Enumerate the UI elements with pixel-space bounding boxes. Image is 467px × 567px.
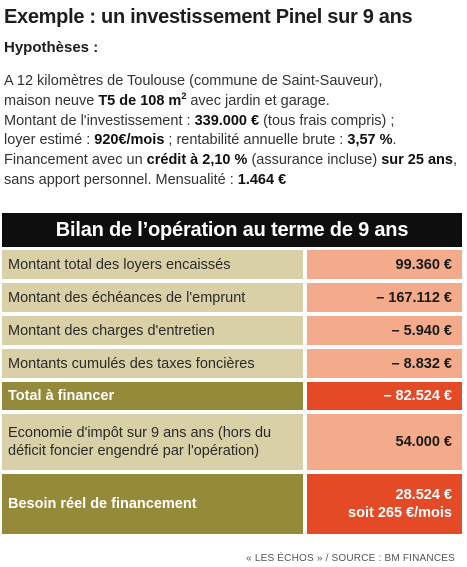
- intro-bold: crédit à 2,10 %: [146, 152, 248, 169]
- source-credit: « LES ÉCHOS » / SOURCE : BM FINANCES: [246, 553, 455, 564]
- row-label: Total à financer: [2, 382, 303, 410]
- intro-text: ; rentabilité annuelle brute :: [164, 132, 348, 149]
- table-row: [2, 250, 462, 279]
- table-row: [2, 414, 462, 470]
- table-row-total: [2, 382, 462, 410]
- table-row: [2, 316, 462, 345]
- row-label: Montant des charges d'entretien: [2, 316, 303, 345]
- intro-text: Financement avec un: [4, 152, 147, 169]
- row-label: Besoin réel de financement: [2, 474, 303, 534]
- intro-text: loyer estimé :: [4, 132, 95, 149]
- hypotheses-text: [4, 72, 464, 191]
- row-label: Montant des échéances de l'emprunt: [2, 283, 303, 312]
- row-value: – 82.524 €: [307, 382, 462, 410]
- row-value: [307, 474, 462, 534]
- summary-table: [2, 250, 462, 538]
- row-value: 99.360 €: [307, 250, 462, 279]
- intro-line-5: [4, 151, 464, 171]
- row-value-line-1: 28.524 €: [395, 487, 452, 503]
- table-row: [2, 349, 462, 378]
- intro-bold: 3,57 %: [347, 132, 393, 149]
- row-value: 54.000 €: [307, 414, 462, 470]
- intro-line-2: [4, 92, 464, 112]
- intro-line-6: [4, 171, 464, 191]
- row-label: Economie d'impôt sur 9 ans ans (hors du déficit foncier engendré par l'opération): [2, 414, 303, 470]
- intro-bold: T5 de 108 m: [98, 92, 182, 109]
- table-row-final: [2, 474, 462, 534]
- intro-text: .: [392, 132, 397, 149]
- intro-bold: 339.000 €: [194, 112, 260, 129]
- row-label: Montants cumulés des taxes foncières: [2, 349, 303, 378]
- intro-bold: 920€/mois: [94, 132, 165, 149]
- intro-line-3: [4, 112, 464, 132]
- row-value: – 8.832 €: [307, 349, 462, 378]
- intro-line-1: A 12 kilomètres de Toulouse (commune de Saint-Sauveur),: [4, 73, 383, 89]
- intro-text: maison neuve: [4, 92, 99, 109]
- intro-text: (assurance incluse): [247, 152, 382, 169]
- page-title: Exemple : un investissement Pinel sur 9 ans: [4, 6, 413, 28]
- intro-bold: sur 25 ans: [381, 152, 453, 169]
- intro-text: sans apport personnel. Mensualité :: [4, 171, 238, 188]
- intro-text: avec jardin et garage.: [186, 92, 330, 109]
- intro-line-4: [4, 131, 464, 151]
- intro-text: (tous frais compris) ;: [259, 112, 395, 129]
- row-value: – 5.940 €: [307, 316, 462, 345]
- table-title: Bilan de l’opération au terme de 9 ans: [2, 213, 462, 247]
- intro-text: Montant de l'investissement :: [4, 112, 195, 129]
- intro-text: ,: [452, 152, 457, 169]
- intro-bold: 1.464 €: [237, 171, 287, 188]
- hypotheses-heading: Hypothèses :: [4, 39, 99, 56]
- row-value: – 167.112 €: [307, 283, 462, 312]
- intro-superscript: 2: [181, 90, 187, 101]
- row-label: Montant total des loyers encaissés: [2, 250, 303, 279]
- row-value-line-2: soit 265 €/mois: [348, 505, 452, 521]
- table-row: [2, 283, 462, 312]
